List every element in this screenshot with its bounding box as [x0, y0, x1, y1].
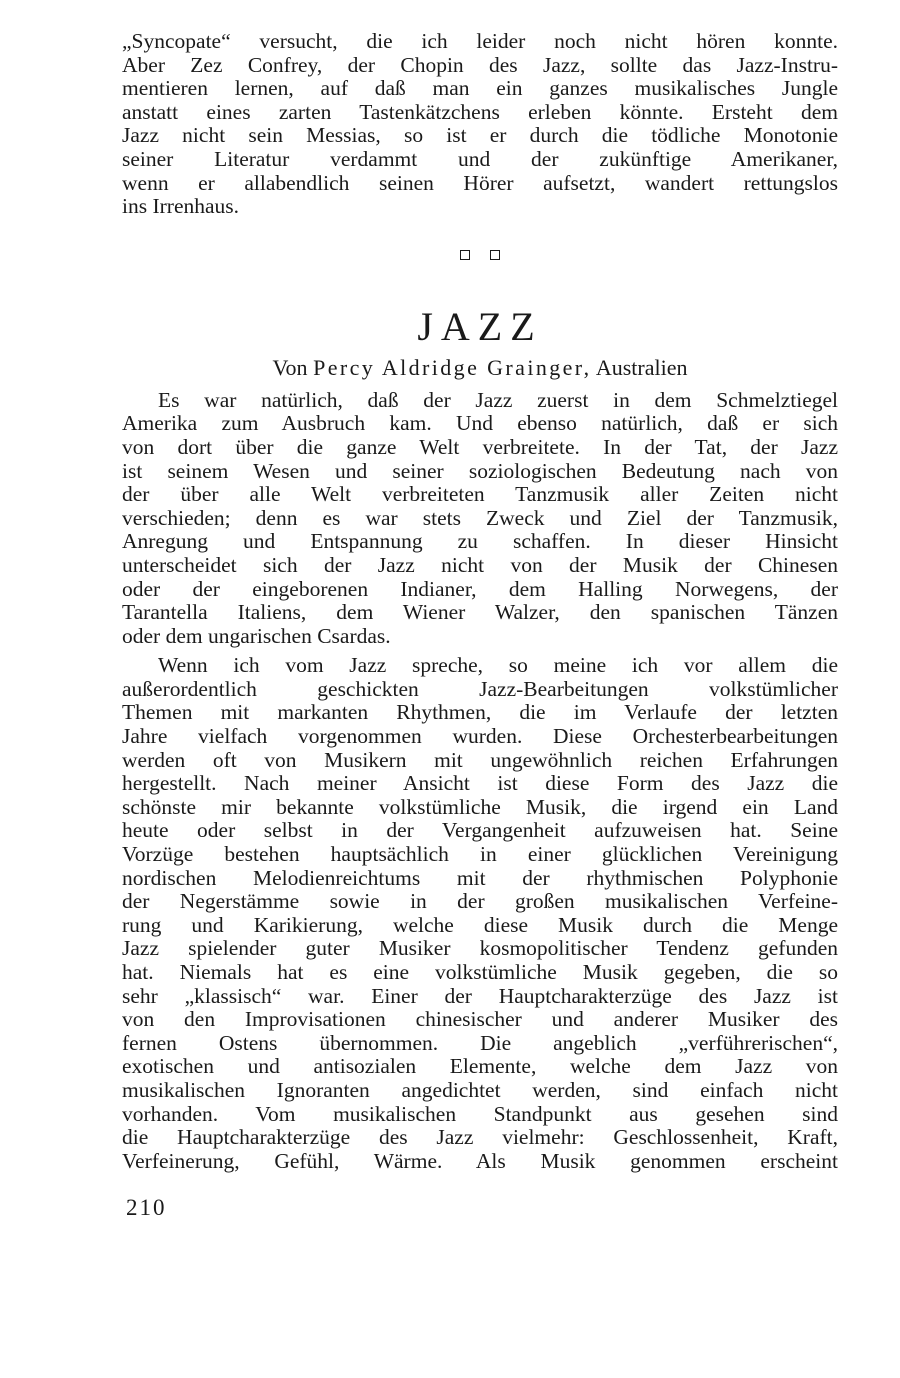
text-line: „Syncopate“ versucht, die ich leider noch nicht hören konnte. — [122, 29, 838, 53]
text-line: Vorzüge bestehen hauptsächlich in einer glücklichen Vereinigung — [122, 842, 838, 867]
text-line: Jazz spielender guter Musiker kosmopolitischer Tendenz gefunden — [122, 936, 838, 961]
text-line: Amerika zum Ausbruch kam. Und ebenso natürlich, daß er sich — [122, 411, 838, 436]
text-line: Jahre vielfach vorgenommen wurden. Diese Orchesterbearbeitungen — [122, 724, 838, 749]
text-line: musikalischen Ignoranten angedichtet werden, sind einfach nicht — [122, 1077, 838, 1102]
byline-prefix: Von — [272, 354, 308, 380]
text-line: mentieren lernen, auf daß man ein ganzes musikalisches Jungle — [122, 76, 838, 101]
text-line: Aber Zez Confrey, der Chopin des Jazz, sollte das Jazz-Instru- — [122, 52, 838, 77]
text-line: außerordentlich geschickten Jazz-Bearbeitungen volkstümlicher — [122, 676, 838, 701]
article-title: JAZZ — [417, 303, 543, 349]
section-separator — [122, 219, 838, 289]
square-ornament-icon — [460, 250, 470, 260]
page-content — [122, 30, 838, 1173]
square-ornament-icon — [490, 250, 500, 260]
text-line: Es war natürlich, daß der Jazz zuerst in dem Schmelztiegel — [158, 387, 838, 412]
text-line: unterscheidet sich der Jazz nicht von der Musik der Chinesen — [122, 552, 838, 577]
text-line: Verfeinerung, Gefühl, Wärme. Als Musik genommen erscheint — [122, 1148, 838, 1173]
text-line: wenn er allabendlich seinen Hörer aufsetzt, wandert rettungslos — [122, 170, 838, 195]
text-line: hergestellt. Nach meiner Ansicht ist diese Form des Jazz die — [122, 771, 838, 796]
text-line: fernen Ostens übernommen. Die angeblich „verführerischen“, — [122, 1030, 838, 1055]
text-line: vorhanden. Vom musikalischen Standpunkt aus gesehen sind — [122, 1101, 838, 1126]
text-line: verschieden; denn es war stets Zweck und Ziel der Tanzmusik, — [122, 505, 838, 530]
text-line: von den Improvisationen chinesischer und anderer Musiker des — [122, 1007, 838, 1032]
text-line: heute oder selbst in der Vergangenheit aufzuweisen hat. Seine — [122, 818, 838, 843]
text-line: Themen mit markanten Rhythmen, die im Verlaufe der letzten — [122, 700, 838, 725]
byline-location: Australien — [595, 354, 688, 380]
text-line: die Hauptcharakterzüge des Jazz vielmehr: Geschlossenheit, Kraft, — [122, 1125, 838, 1150]
text-line: sehr „klassisch“ war. Einer der Hauptcharakterzüge des Jazz ist — [122, 983, 838, 1008]
continuation-paragraph — [122, 30, 838, 219]
text-line: ins Irrenhaus. — [122, 194, 240, 219]
text-line: seiner Literatur verdammt und der zukünftige Amerikaner, — [122, 146, 838, 171]
text-line: Wenn ich vom Jazz spreche, so meine ich vor allem die — [158, 653, 838, 678]
text-line: der Negerstämme sowie in der großen musikalischen Verfeine- — [122, 889, 838, 914]
text-line: anstatt eines zarten Tastenkätzchens erleben könnte. Ersteht dem — [122, 99, 838, 124]
text-line: exotischen und antisozialen Elemente, welche dem Jazz von — [122, 1054, 838, 1079]
text-line: oder der eingeborenen Indianer, dem Halling Norwegens, der — [122, 576, 838, 601]
byline-author: Percy Aldridge Grainger, — [313, 354, 592, 380]
text-line: schönste mir bekannte volkstümliche Musik, die irgend ein Land — [122, 794, 838, 819]
article-byline — [122, 351, 838, 385]
page-number: 210 — [126, 1195, 167, 1220]
text-line: werden oft von Musikern mit ungewöhnlich reichen Erfahrungen — [122, 747, 838, 772]
text-line: nordischen Melodienreichtums mit der rhythmischen Polyphonie — [122, 865, 838, 890]
text-line: ist seinem Wesen und seiner soziologischen Bedeutung nach von — [122, 458, 838, 483]
text-line: hat. Niemals hat es eine volkstümliche Musik gegeben, die so — [122, 960, 838, 984]
text-line: Jazz nicht sein Messias, so ist er durch die tödliche Monotonie — [122, 123, 838, 148]
text-line: Anregung und Entspannung zu schaffen. In dieser Hinsicht — [122, 529, 838, 554]
text-line: Tarantella Italiens, dem Wiener Walzer, den spanischen Tänzen — [122, 600, 838, 625]
paragraph-2 — [122, 654, 838, 1173]
text-line: oder dem ungarischen Csardas. — [122, 623, 391, 648]
text-line: rung und Karikierung, welche diese Musik durch die Menge — [122, 912, 838, 937]
text-line: der über alle Welt verbreiteten Tanzmusik aller Zeiten nicht — [122, 482, 838, 507]
text-line: von dort über die ganze Welt verbreitete. In der Tat, der Jazz — [122, 434, 838, 459]
paragraph-1 — [122, 389, 838, 649]
